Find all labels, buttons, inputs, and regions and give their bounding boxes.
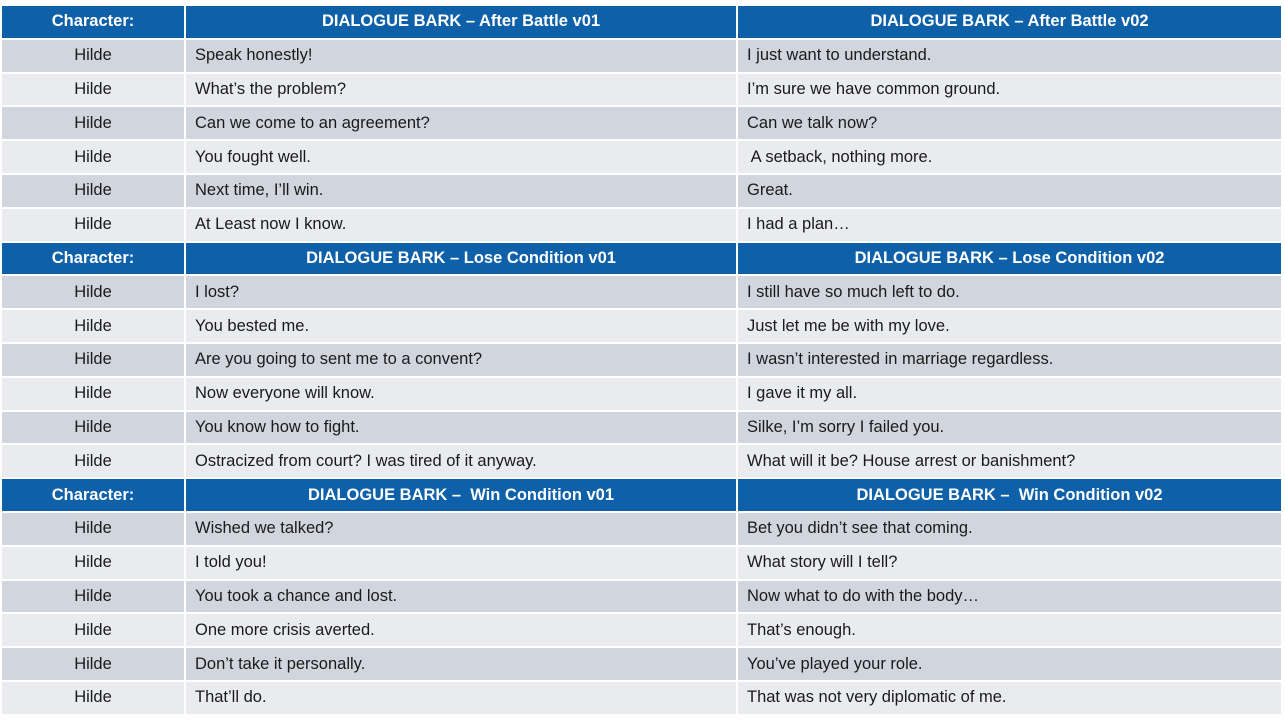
bark-v01-cell: You fought well. [186,141,736,173]
bark-v01-cell: At Least now I know. [186,209,736,241]
character-cell: Hilde [2,276,184,308]
bark-v02-cell: What will it be? House arrest or banishment? [738,445,1281,477]
header-v01: DIALOGUE BARK – After Battle v01 [186,6,736,38]
bark-v02-cell: That was not very diplomatic of me. [738,682,1281,714]
bark-v01-cell: Speak honestly! [186,40,736,72]
table-row [2,276,1281,308]
table-row [2,445,1281,477]
character-cell: Hilde [2,682,184,714]
bark-v01-cell: One more crisis averted. [186,614,736,646]
bark-v02-cell: Just let me be with my love. [738,310,1281,342]
table-row [2,682,1281,714]
bark-v01-cell: I lost? [186,276,736,308]
bark-v01-cell: Wished we talked? [186,513,736,545]
header-v01: DIALOGUE BARK – Lose Condition v01 [186,243,736,275]
bark-v02-cell: Silke, I’m sorry I failed you. [738,412,1281,444]
table-row [2,378,1281,410]
bark-v01-cell: Ostracized from court? I was tired of it anyway. [186,445,736,477]
table-row [2,175,1281,207]
bark-v01-cell: You took a chance and lost. [186,581,736,613]
table-row [2,74,1281,106]
table-row [2,581,1281,613]
table-row [2,40,1281,72]
character-cell: Hilde [2,175,184,207]
table-row [2,412,1281,444]
bark-v01-cell: You know how to fight. [186,412,736,444]
section-header-after-battle [2,6,1281,38]
bark-v02-cell: Can we talk now? [738,107,1281,139]
character-cell: Hilde [2,581,184,613]
header-v01: DIALOGUE BARK – Win Condition v01 [186,479,736,511]
section-header-lose-condition [2,243,1281,275]
bark-v02-cell: Bet you didn’t see that coming. [738,513,1281,545]
header-v02: DIALOGUE BARK – Win Condition v02 [738,479,1281,511]
character-cell: Hilde [2,513,184,545]
bark-v02-cell: That’s enough. [738,614,1281,646]
bark-v02-cell: Great. [738,175,1281,207]
table-row [2,141,1281,173]
bark-v01-cell: Now everyone will know. [186,378,736,410]
bark-v02-cell: I gave it my all. [738,378,1281,410]
bark-v01-cell: You bested me. [186,310,736,342]
character-cell: Hilde [2,412,184,444]
header-character: Character: [2,479,184,511]
bark-v01-cell: Don’t take it personally. [186,648,736,680]
character-cell: Hilde [2,344,184,376]
bark-v02-cell: Now what to do with the body… [738,581,1281,613]
bark-v02-cell: I just want to understand. [738,40,1281,72]
character-cell: Hilde [2,74,184,106]
character-cell: Hilde [2,547,184,579]
bark-v01-cell: What’s the problem? [186,74,736,106]
section-header-win-condition [2,479,1281,511]
character-cell: Hilde [2,614,184,646]
header-character: Character: [2,243,184,275]
table-row [2,513,1281,545]
character-cell: Hilde [2,40,184,72]
character-cell: Hilde [2,648,184,680]
table-row [2,107,1281,139]
bark-v01-cell: Next time, I’ll win. [186,175,736,207]
character-cell: Hilde [2,378,184,410]
table-row [2,209,1281,241]
table-row [2,648,1281,680]
character-cell: Hilde [2,141,184,173]
bark-v02-cell: A setback, nothing more. [738,141,1281,173]
bark-v02-cell: What story will I tell? [738,547,1281,579]
table-row [2,547,1281,579]
header-v02: DIALOGUE BARK – After Battle v02 [738,6,1281,38]
header-v02: DIALOGUE BARK – Lose Condition v02 [738,243,1281,275]
bark-v02-cell: I’m sure we have common ground. [738,74,1281,106]
bark-v01-cell: That’ll do. [186,682,736,714]
bark-v02-cell: I had a plan… [738,209,1281,241]
character-cell: Hilde [2,445,184,477]
table-row [2,310,1281,342]
bark-v01-cell: Can we come to an agreement? [186,107,736,139]
character-cell: Hilde [2,209,184,241]
bark-v02-cell: I wasn’t interested in marriage regardless. [738,344,1281,376]
bark-v02-cell: You’ve played your role. [738,648,1281,680]
character-cell: Hilde [2,107,184,139]
header-character: Character: [2,6,184,38]
bark-v02-cell: I still have so much left to do. [738,276,1281,308]
bark-v01-cell: I told you! [186,547,736,579]
bark-v01-cell: Are you going to sent me to a convent? [186,344,736,376]
character-cell: Hilde [2,310,184,342]
table-row [2,614,1281,646]
table-row [2,344,1281,376]
dialogue-bark-table [2,6,1281,715]
